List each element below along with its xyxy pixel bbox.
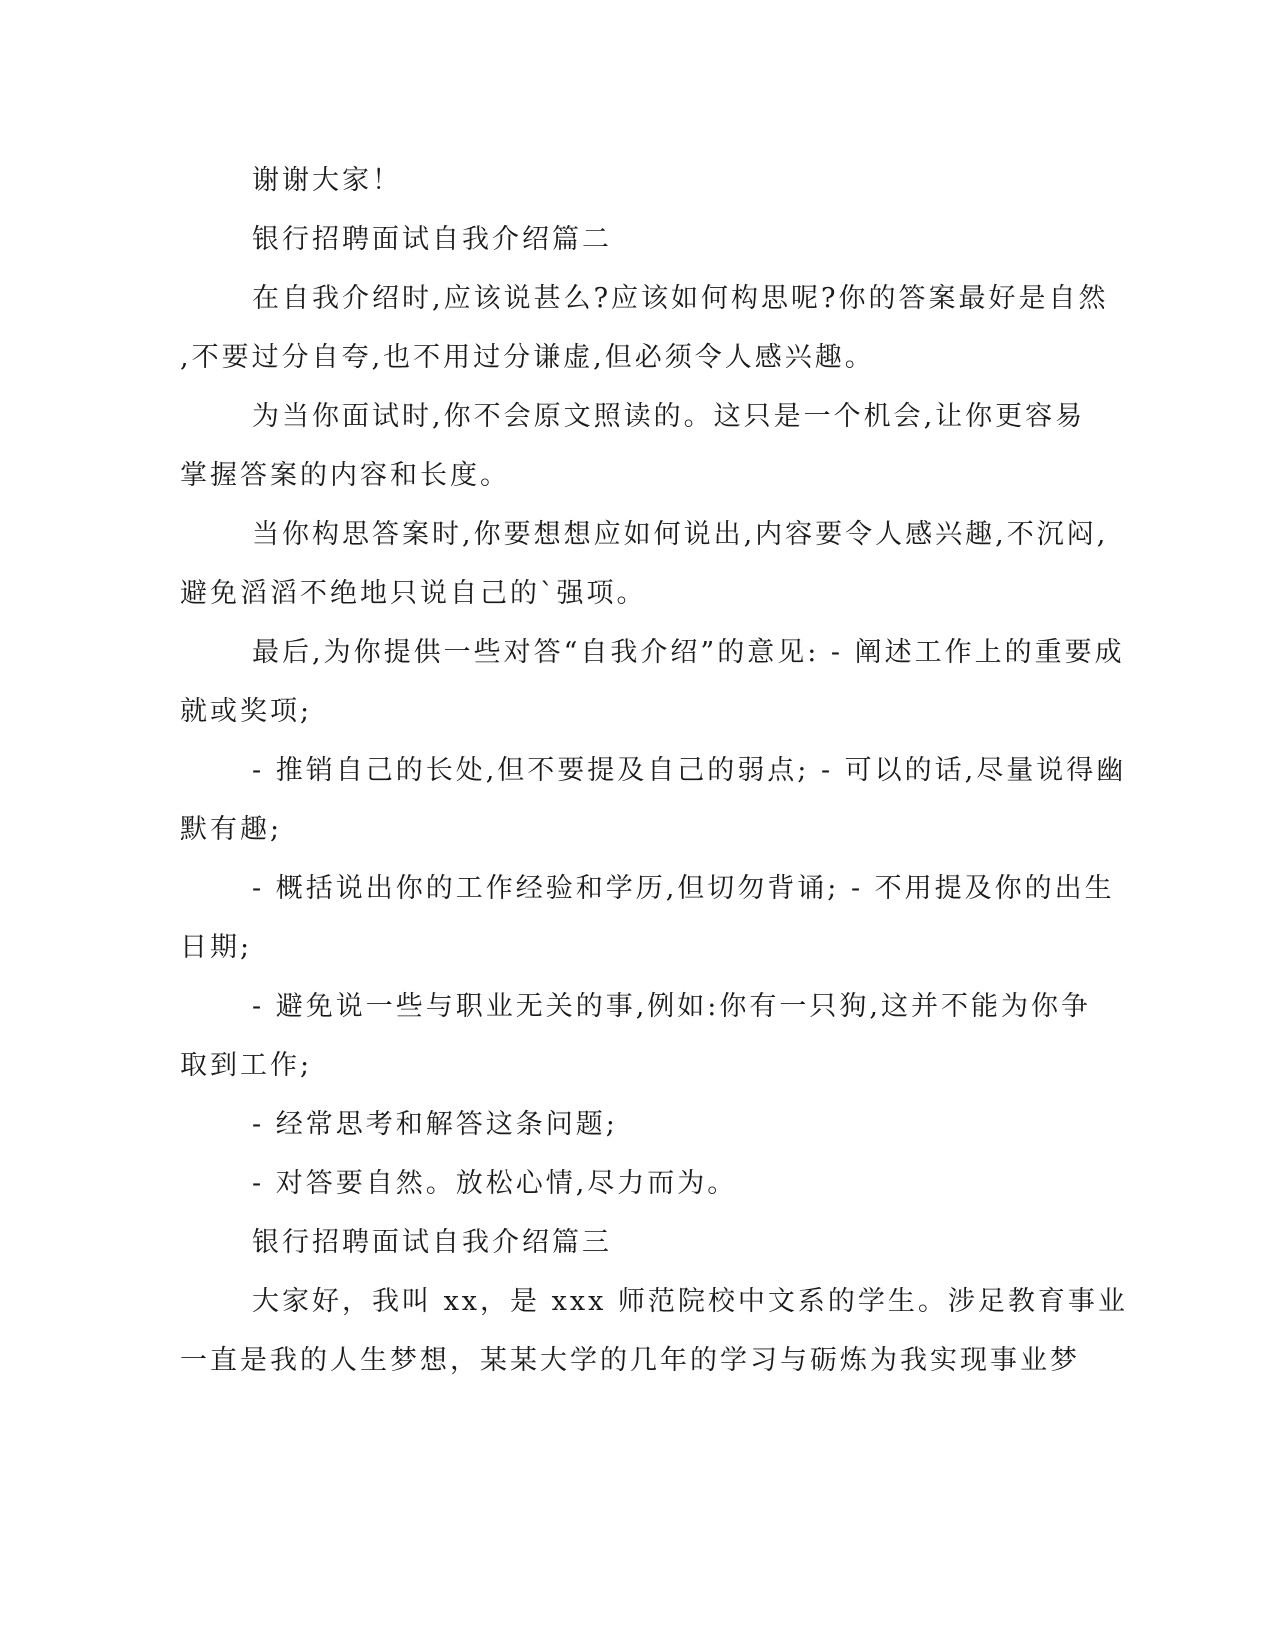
paragraph-line: 在自我介绍时,应该说甚么?应该如何构思呢?你的答案最好是自然 — [252, 283, 1109, 314]
paragraph-line: ,不要过分自夸,也不用过分谦虚,但必须令人感兴趣。 — [180, 342, 875, 373]
list-item-line: - 推销自己的长处,但不要提及自己的弱点; - 可以的话,尽量说得幽 — [252, 755, 1127, 786]
list-item-line: - 经常思考和解答这条问题; — [252, 1109, 618, 1140]
section-heading-2: 银行招聘面试自我介绍篇二 — [252, 224, 612, 255]
list-item-line: - 对答要自然。放松心情,尽力而为。 — [252, 1168, 738, 1199]
paragraph-line: 掌握答案的内容和长度。 — [180, 460, 510, 491]
closing-thanks: 谢谢大家！ — [252, 165, 402, 196]
list-item-line: 取到工作; — [180, 1050, 313, 1081]
paragraph-line: 避免滔滔不绝地只说自己的`强项。 — [180, 578, 647, 609]
list-item-line: - 概括说出你的工作经验和学历,但切勿背诵; - 不用提及你的出生 — [252, 873, 1115, 904]
list-item-line: 日期; — [180, 932, 253, 963]
list-item-line: - 避免说一些与职业无关的事,例如:你有一只狗,这并不能为你争 — [252, 991, 1091, 1022]
paragraph-line: 当你构思答案时,你要想想应如何说出,内容要令人感兴趣,不沉闷, — [252, 519, 1109, 550]
paragraph-line: 就或奖项; — [180, 696, 313, 727]
paragraph-line: 最后,为你提供一些对答“自我介绍”的意见: - 阐述工作上的重要成 — [252, 637, 1125, 668]
section-heading-3: 银行招聘面试自我介绍篇三 — [252, 1227, 612, 1258]
paragraph-line: 为当你面试时,你不会原文照读的。这只是一个机会,让你更容易 — [252, 401, 1086, 432]
paragraph-line: 一直是我的人生梦想，某某大学的几年的学习与砺炼为我实现事业梦 — [180, 1345, 1080, 1376]
paragraph-line: 大家好，我叫 xx，是 xxx 师范院校中文系的学生。涉足教育事业 — [252, 1286, 1128, 1317]
list-item-line: 默有趣; — [180, 814, 283, 845]
